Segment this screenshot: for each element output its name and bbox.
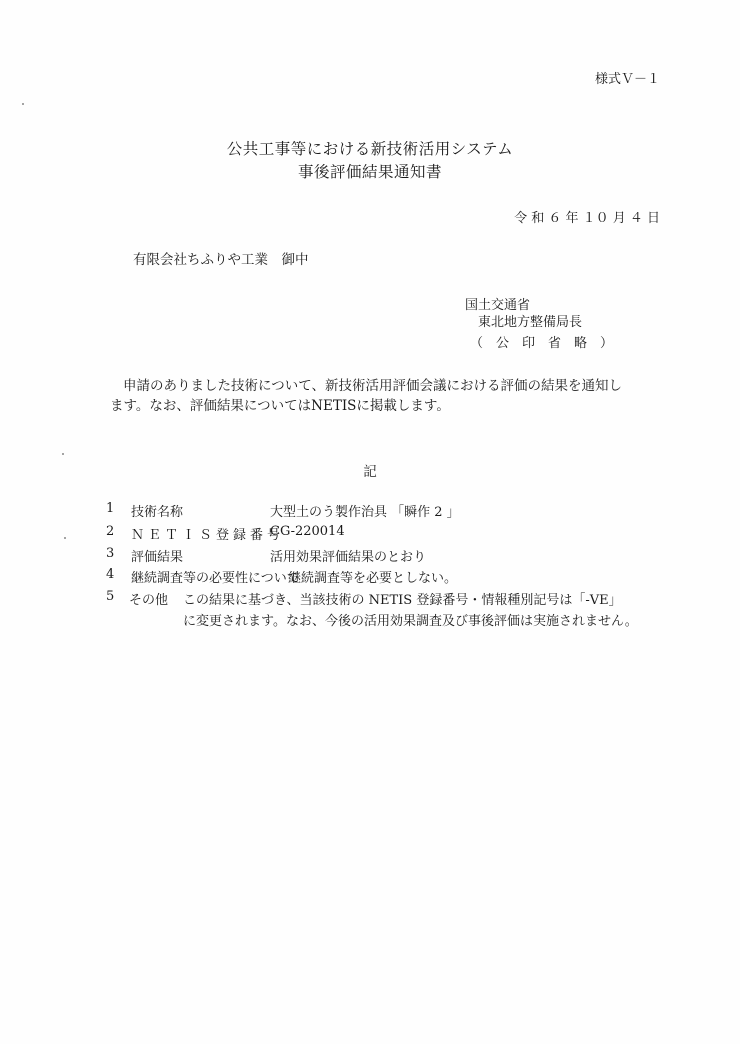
item-value-continuation: に変更されます。なお、今後の活用効果調査及び事後評価は実施されません。 (183, 614, 638, 629)
document-title-line2: 事後評価結果通知書 (297, 163, 442, 181)
item-value: 大型土のう製作治具 「瞬作 2 」 (270, 505, 460, 520)
seal-omitted-note: （ 公 印 省 略 ） (470, 336, 614, 351)
item-value: 継続調査等を必要としない。 (288, 571, 458, 586)
list-item (0, 546, 740, 566)
item-label: 技術名称 (131, 505, 184, 520)
item-value: この結果に基づき、当該技術の NETIS 登録番号・情報種別記号は「-VE」 (183, 593, 622, 608)
list-item (0, 589, 740, 609)
sender-title: 東北地方整備局長 (478, 315, 583, 330)
notice-body-text: 申請のありました技術について、新技術活用評価会議における評価の結果を通知します。なお、評価結果についてはNETISに掲載します。 (110, 378, 622, 414)
item-label: 継続調査等の必要性について (131, 571, 300, 586)
ki-heading: 記 (363, 464, 377, 480)
list-item (0, 524, 740, 544)
item-number: 2 (106, 524, 115, 539)
sender-organization: 国土交通省 (465, 298, 531, 313)
item-value: CG-220014 (270, 524, 345, 539)
item-value: 活用効果評価結果のとおり (270, 550, 427, 565)
form-number: 様式Ｖ－１ (594, 72, 660, 87)
item-label: ＮＥＴＩＳ登録番号 (131, 528, 285, 543)
scan-speck (22, 103, 24, 105)
item-number: 5 (106, 589, 115, 604)
list-item (0, 567, 740, 587)
item-number: 1 (106, 501, 115, 516)
item-label: 評価結果 (131, 550, 184, 565)
item-number: 4 (106, 567, 115, 582)
item-label: その他 (129, 593, 169, 608)
addressee: 有限会社ちふりや工業 御中 (133, 252, 309, 268)
scan-speck (62, 453, 64, 455)
issue-date: 令 和 ６ 年 １０ 月 ４ 日 (514, 211, 660, 226)
item-number: 3 (106, 546, 115, 561)
document-title-line1: 公共工事等における新技術活用システム (226, 140, 514, 158)
list-item (0, 501, 740, 521)
